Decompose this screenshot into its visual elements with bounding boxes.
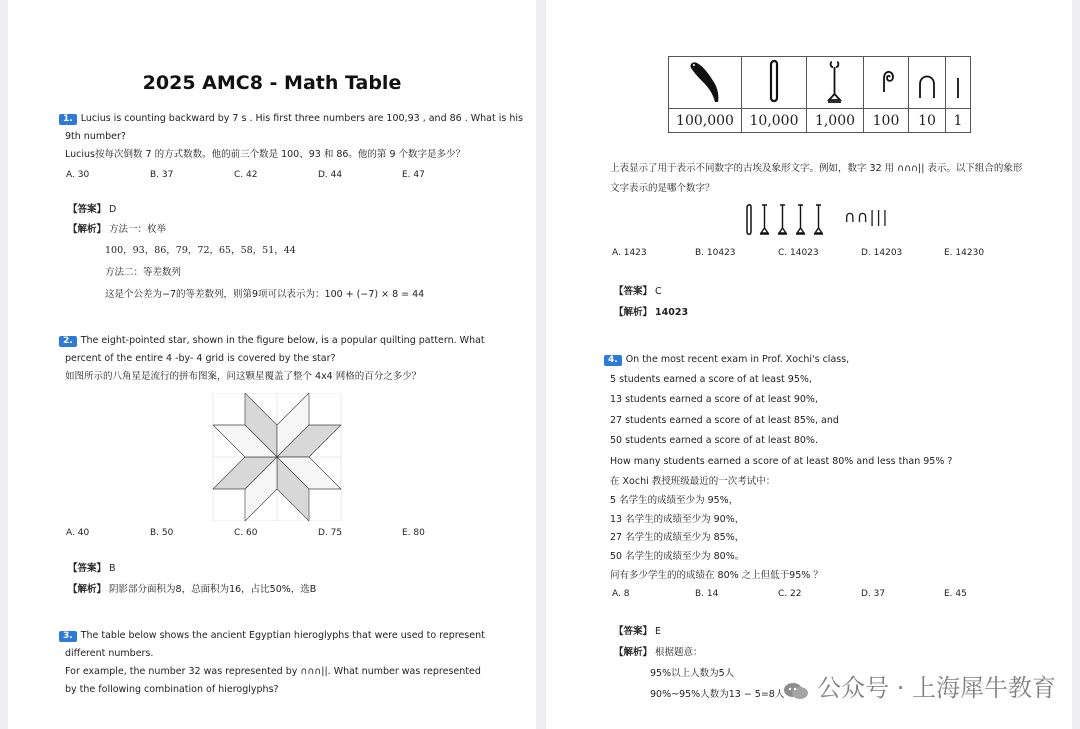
- wechat-icon: [783, 679, 809, 699]
- q1-text-line1: [59, 112, 523, 125]
- q4-zh-line: 27 名学生的成绩至少为 85%，: [610, 532, 745, 543]
- q4-analysis: 【解析】 根据题意：: [614, 647, 703, 658]
- q2-option-d: D. 75: [318, 528, 343, 538]
- q3-answer: 【答案】 C: [614, 286, 662, 297]
- q3-zh-line1: 上表显示了用于表示不同数字的古埃及象形文字。例如，数字 32 用 ∩∩∩|| 表示。以下组合的象形: [610, 163, 1023, 174]
- glyph-tail: ∩∩|||: [844, 207, 889, 226]
- q2-option-c: C. 60: [234, 528, 258, 538]
- hieroglyph-stroke-icon: [946, 57, 971, 109]
- star-grid-figure: [210, 393, 344, 521]
- watermark-text: 公众号 · 上海犀牛教育: [817, 674, 1056, 702]
- q2-option-e: E. 80: [402, 528, 425, 538]
- left-page: [8, 0, 536, 729]
- q3-option-b: B. 10423: [695, 248, 736, 258]
- q2-text-line1: [59, 334, 485, 347]
- q2-zh: 如图所示的八角星是流行的拼布图案，问这颗星覆盖了整个 4x4 网格的百分之多少？: [65, 371, 422, 382]
- hieroglyph-finger-icon: [742, 57, 807, 109]
- q4-zh-line: 问有多少学生的的成绩在 80% 之上但低于95% ？: [610, 570, 823, 581]
- q4-en-line: 27 students earned a score of at least 85%, and: [610, 415, 839, 426]
- q4-en-line: How many students earned a score of at least 80% and less than 95% ?: [610, 456, 953, 467]
- q3-en-line4: by the following combination of hieroglyphs?: [65, 684, 279, 695]
- q3-zh-line2: 文字表示的是哪个数字？: [610, 183, 715, 194]
- q3-option-e: E. 14230: [944, 248, 985, 258]
- q1-analysis: 【解析】 方法一：枚举: [68, 224, 167, 235]
- hieroglyph-bird-icon: [669, 57, 742, 109]
- q1-method2: 方法二：等差数列: [105, 267, 182, 278]
- q3-option-d: D. 14203: [861, 248, 903, 258]
- q4-zh-line: 5 名学生的成绩至少为 95%，: [610, 495, 739, 506]
- q4-option-b: B. 14: [695, 589, 719, 599]
- q4-option-e: E. 45: [944, 589, 967, 599]
- q4-answer: 【答案】 E: [614, 626, 662, 637]
- q4-en-line: 5 students earned a score of at least 95%,: [610, 374, 812, 385]
- glyph-combination-icon: [742, 202, 842, 238]
- q3-en-line1: The table below shows the ancient Egyptian hieroglyphs that were used to represent: [80, 630, 485, 641]
- q4-en-line: 13 students earned a score of at least 90%,: [610, 394, 818, 405]
- q1-option-a: A. 30: [66, 170, 90, 180]
- q3-en-line2: different numbers.: [65, 648, 154, 659]
- q1-number-badge: 1.: [59, 114, 77, 125]
- q1-answer: 【答案】 D: [68, 204, 117, 215]
- q4-zh-line: 13 名学生的成绩至少为 90%，: [610, 514, 745, 525]
- q3-analysis: 【解析】 14023: [614, 307, 689, 318]
- q2-answer: 【答案】 B: [68, 563, 116, 574]
- q4-analysis-line1: 95%以上人数为5人: [650, 668, 735, 679]
- wechat-watermark: [783, 668, 1056, 703]
- q4-option-a: A. 8: [612, 589, 630, 599]
- q2-en-line1: The eight-pointed star, shown in the figure below, is a popular quilting pattern. What: [80, 335, 485, 346]
- q4-option-c: C. 22: [778, 589, 802, 599]
- hieroglyph-coil-icon: [864, 57, 909, 109]
- q1-option-d: D. 44: [318, 170, 343, 180]
- q4-zh-line: 50 名学生的成绩至少为 80%。: [610, 551, 745, 562]
- hieroglyph-lotus-icon: [807, 57, 864, 109]
- q2-en-line2: percent of the entire 4 -by- 4 grid is covered by the star?: [65, 353, 336, 364]
- page-title: 2025 AMC8 - Math Table: [142, 72, 402, 94]
- hieroglyph-table: [668, 56, 971, 133]
- q3-option-a: A. 1423: [612, 248, 647, 258]
- q1-option-b: B. 37: [150, 170, 174, 180]
- q1-option-c: C. 42: [234, 170, 258, 180]
- hieroglyph-value: 100,000: [669, 109, 742, 133]
- hieroglyph-value: 1: [946, 109, 971, 133]
- q3-glyph-combination: [742, 202, 889, 242]
- q2-number-badge: 2.: [59, 336, 77, 347]
- q3-number-badge: 3.: [59, 631, 77, 642]
- q4-analysis-line2: 90%~95%人数为13 − 5=8人: [650, 689, 785, 700]
- q2-option-b: B. 50: [150, 528, 174, 538]
- hieroglyph-heelbone-icon: [909, 57, 946, 109]
- right-page: [546, 0, 1072, 729]
- q4-number-badge: 4.: [604, 355, 622, 366]
- q1-en-line2: 9th number?: [65, 131, 126, 142]
- q1-zh: Lucius按每次倒数 7 的方式数数。他的前三个数是 100、93 和 86。他的第 9 个数字是多少？: [65, 149, 466, 160]
- q1-option-e: E. 47: [402, 170, 425, 180]
- q1-en-line1: Lucius is counting backward by 7 s . His first three numbers are 100,93 , and 86 . What is his: [80, 113, 523, 124]
- hieroglyph-value: 100: [864, 109, 909, 133]
- q3-option-c: C. 14023: [778, 248, 819, 258]
- q4-option-d: D. 37: [861, 589, 886, 599]
- q1-sequence: 100，93，86，79，72，65，58，51，44: [105, 245, 296, 256]
- q2-analysis: 【解析】 阴影部分面积为8，总面积为16，占比50%，选B: [68, 584, 317, 595]
- hieroglyph-value: 10,000: [742, 109, 807, 133]
- q2-option-a: A. 40: [66, 528, 90, 538]
- q3-en-line3: For example, the number 32 was represented by ∩∩∩||. What number was represented: [65, 666, 481, 677]
- q4-en-line: 50 students earned a score of at least 80%.: [610, 435, 818, 446]
- hieroglyph-value: 10: [909, 109, 946, 133]
- q4-zh-line: 在 Xochi 教授班级最近的一次考试中：: [610, 476, 776, 487]
- q1-formula: 这是个公差为−7的等差数列，则第9项可以表示为：100 + (−7) × 8 = 44: [105, 289, 425, 300]
- q3-text-line1: [59, 629, 485, 642]
- hieroglyph-value: 1,000: [807, 109, 864, 133]
- q4-text-line1: 4. On the most recent exam in Prof. Xochi's class,: [604, 353, 849, 366]
